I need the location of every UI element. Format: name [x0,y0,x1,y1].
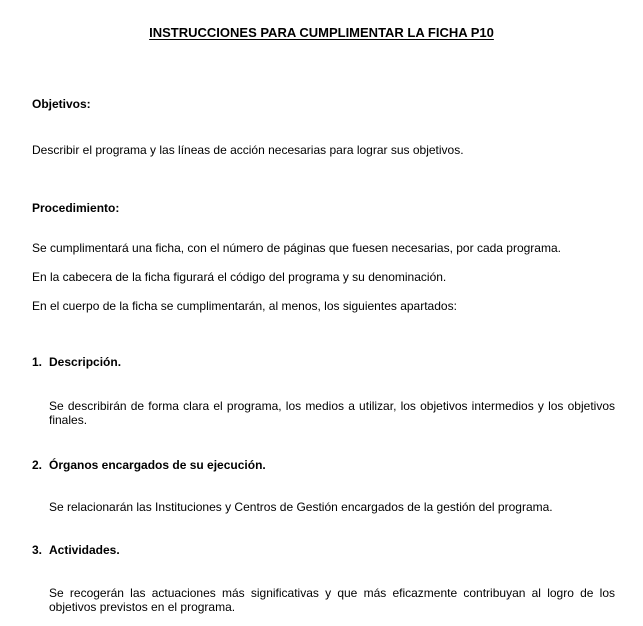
apartado-heading: Órganos encargados de su ejecución. [49,458,266,472]
apartado-number: 1. [32,355,43,369]
objetivos-heading: Objetivos: [32,97,91,111]
procedimiento-paragraph: Se cumplimentará una ficha, con el número de páginas que fuesen necesarias, por cada programa. [32,241,561,255]
procedimiento-paragraph: En la cabecera de la ficha figurará el código del programa y su denominación. [32,270,447,284]
procedimiento-heading: Procedimiento: [32,201,120,215]
apartado-number: 2. [32,458,43,472]
apartado-text: Se recogerán las actuaciones más significativas y que más eficazmente contribuyan al logro de los objetivos previstos en el programa. [49,586,615,614]
apartado-text: Se relacionarán las Instituciones y Centros de Gestión encargados de la gestión del programa. [49,500,553,514]
objetivos-text: Describir el programa y las líneas de acción necesarias para lograr sus objetivos. [32,143,464,157]
procedimiento-paragraph: En el cuerpo de la ficha se cumplimentarán, al menos, los siguientes apartados: [32,299,457,313]
apartado-heading: Descripción. [49,355,122,369]
apartado-text: Se describirán de forma clara el programa, los medios a utilizar, los objetivos intermedios y los objetivos finales. [49,399,615,427]
document-title: INSTRUCCIONES PARA CUMPLIMENTAR LA FICHA P10 [149,25,494,40]
apartado-heading: Actividades. [49,543,120,557]
apartado-number: 3. [32,543,43,557]
